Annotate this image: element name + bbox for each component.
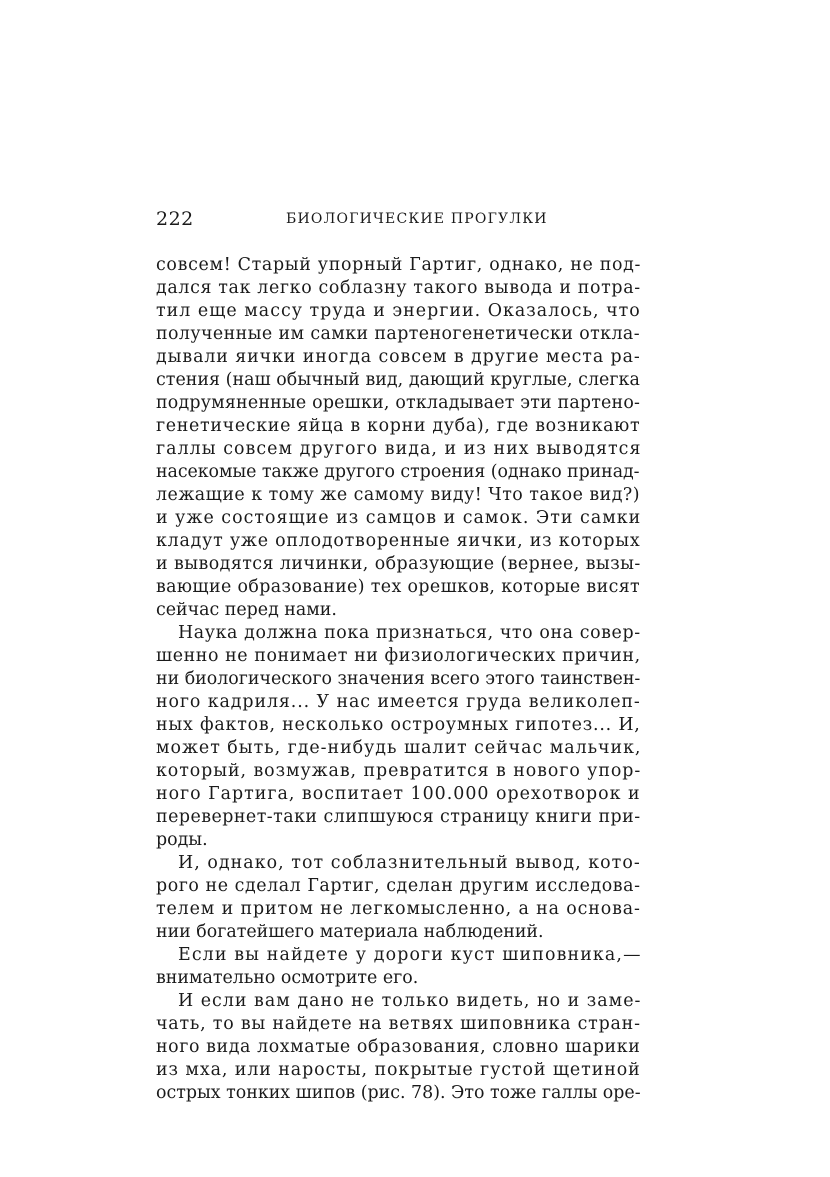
page-number: 222 — [156, 208, 194, 230]
text-line: ни биологического значения всего этого таинствен- — [156, 669, 641, 689]
paragraph — [156, 944, 640, 990]
paragraph — [156, 622, 640, 852]
text-line: шенно не понимает ни физиологических причин, — [156, 646, 641, 666]
text-line: И если вам дано не только видеть, но и заме- — [178, 991, 642, 1011]
text-line: Если вы найдете у дороги куст шиповника,— — [178, 945, 642, 965]
text-line: и выводятся личинки, образующие (вернее, вызы- — [156, 554, 641, 574]
text-line: ного вида лохматые образования, словно шарики — [156, 1037, 641, 1057]
text-line: насекомые также другого строения (однако принад- — [156, 462, 640, 482]
text-line: И, однако, тот соблазнительный вывод, кото- — [178, 853, 641, 873]
text-line: телем и притом не легкомысленно, а на основа- — [156, 899, 641, 919]
text-line: кладут уже оплодотворенные яички, из которых — [156, 531, 641, 551]
text-line: лежащие к тому же самому виду! Что такое вид?) — [156, 485, 641, 505]
text-line: перевернет-таки слипшуюся страницу книги при- — [156, 807, 641, 827]
text-line: острых тонких шипов (рис. 78). Это тоже галлы оре- — [156, 1083, 641, 1103]
text-line: чать, то вы найдете на ветвях шиповника стран- — [156, 1014, 641, 1034]
paragraph — [156, 990, 640, 1105]
text-line: роды. — [156, 830, 208, 850]
text-line: тил еще массу труда и энергии. Оказалось, что — [156, 301, 641, 321]
text-line: нии богатейшего материала наблюдений. — [156, 922, 544, 942]
text-line: подрумяненные орешки, откладывает эти партено- — [156, 393, 641, 413]
text-line: рого не сделал Гартиг, сделан другим исследова- — [156, 876, 641, 896]
text-line: Наука должна пока признаться, что она совер- — [178, 623, 641, 643]
page-header — [156, 208, 634, 234]
text-line: дался так легко соблазну такого вывода и потра- — [156, 278, 641, 298]
text-line: который, возмужав, превратится в нового упор- — [156, 761, 642, 781]
text-line: ных фактов, несколько остроумных гипотез... И, — [156, 715, 641, 735]
paragraph — [156, 852, 640, 944]
text-line: может быть, где-нибудь шалит сейчас мальчик, — [156, 738, 642, 758]
text-line: и уже состоящие из самцов и самок. Эти самки — [156, 508, 642, 528]
text-line: галлы совсем другого вида, и из них выводятся — [156, 439, 642, 459]
text-line: совсем! Старый упорный Гартиг, однако, не под- — [156, 255, 642, 275]
text-line: сейчас перед нами. — [156, 600, 337, 620]
text-line: полученные им самки партеногенетически откла- — [156, 324, 640, 344]
text-line: генетические яйца в корни дуба), где возникают — [156, 416, 641, 436]
body-text — [156, 254, 640, 1105]
text-line: внимательно осмотрите его. — [156, 968, 419, 988]
text-line: вающие образование) тех орешков, которые висят — [156, 577, 641, 597]
text-line: стения (наш обычный вид, дающий круглые, слегка — [156, 370, 640, 390]
running-title: БИОЛОГИЧЕСКИЕ ПРОГУЛКИ — [286, 211, 548, 227]
text-line: ного Гартига, воспитает 100.000 орехотворок и — [156, 784, 641, 804]
text-line: из мха, или наросты, покрытые густой щетиной — [156, 1060, 641, 1080]
text-line: ного кадриля... У нас имеется груда великолеп- — [156, 692, 641, 712]
text-line: дывали яички иногда совсем в другие места ра- — [156, 347, 641, 367]
paragraph — [156, 254, 640, 622]
